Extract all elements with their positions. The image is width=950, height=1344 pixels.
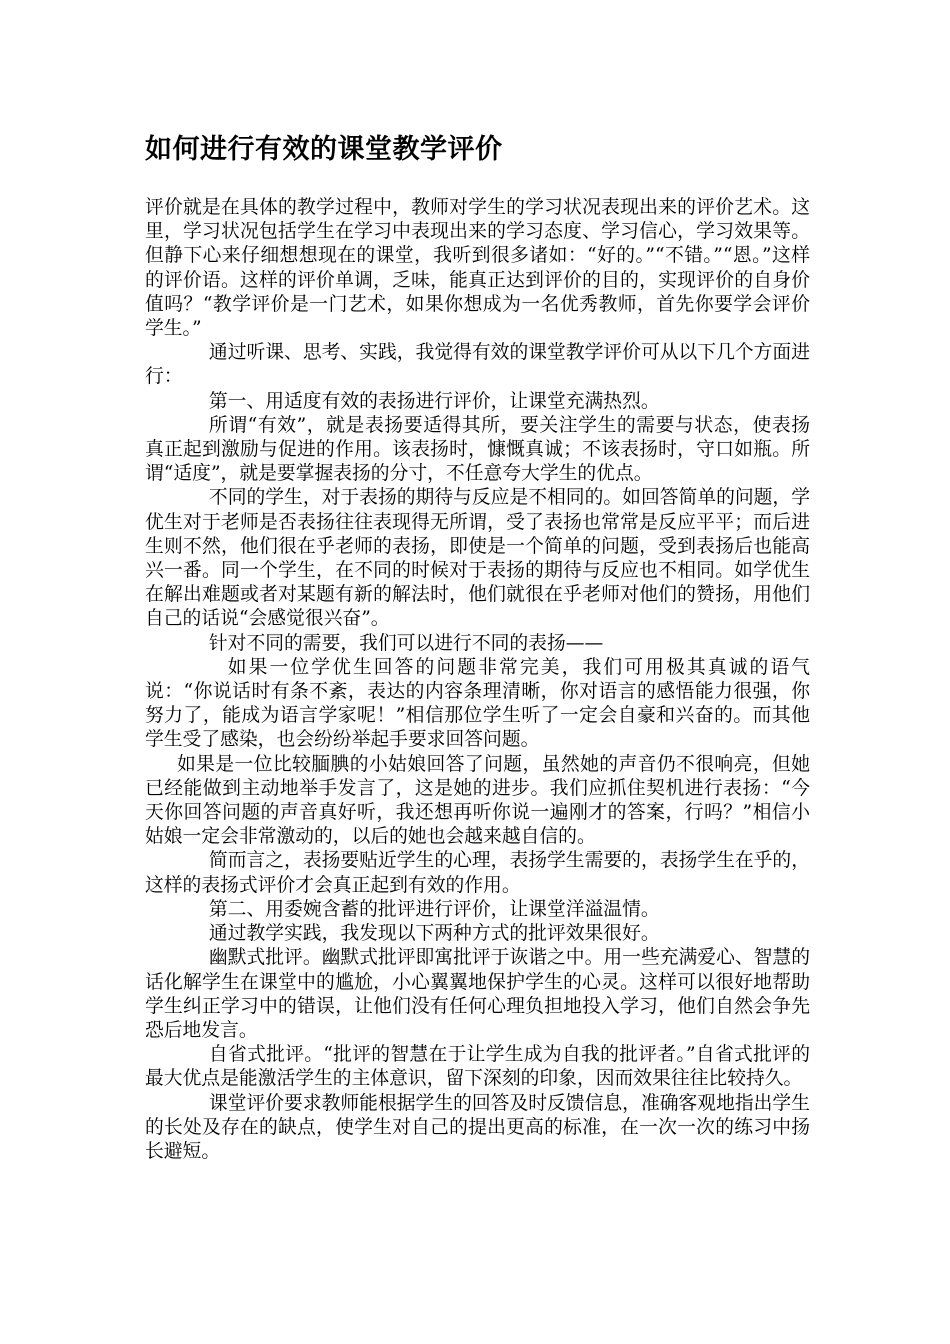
paragraph-conclusion: 课堂评价要求教师能根据学生的回答及时反馈信息，准确客观地指出学生的长处及存在的缺点，使学生对自己的提出更高的标准，在一次一次的练习中扬长避短。	[145, 1092, 810, 1162]
document-title: 如何进行有效的课堂教学评价	[145, 134, 503, 165]
paragraph-praise-summary: 简而言之，表扬要贴近学生的心理，表扬学生需要的，表扬学生在乎的，这样的表扬式评价才会真正起到有效的作用。	[145, 850, 810, 896]
paragraph-humorous-criticism: 幽默式批评。幽默式批评即寓批评于诙谐之中。用一些充满爱心、智慧的话化解学生在课堂中的尴尬，小心翼翼地保护学生的心灵。这样可以很好地帮助学生纠正学习中的错误，让他们没有任何心理负担地投入学习，他们自然会争先恐后地发言。	[145, 947, 810, 1041]
paragraph-overview: 通过听课、思考、实践，我觉得有效的课堂教学评价可从以下几个方面进行：	[145, 342, 810, 388]
paragraph-intro: 评价就是在具体的教学过程中，教师对学生的学习状况表现出来的评价艺术。这里，学习状况包括学生在学习中表现出来的学习态度、学习信心，学习效果等。但静下心来仔细想想现在的课堂，我听到很多诸如：“好的。”“不错。”“恩。”这样的评价语。这样的评价单调，乏味，能真正达到评价的目的，实现评价的自身价值吗？“教学评价是一门艺术，如果你想成为一名优秀教师，首先你要学会评价学生。”	[145, 197, 810, 340]
paragraph-top-student-example: 如果一位学优生回答的问题非常完美，我们可用极其真诚的语气说：“你说话时有条不紊，表达的内容条理清晰，你对语言的感悟能力很强，你努力了，能成为语言学家呢！”相信那位学生听了一定会自豪和兴奋的。而其他学生受了感染，也会纷纷举起手要求回答问题。	[145, 656, 810, 751]
paragraph-different-students: 不同的学生，对于表扬的期待与反应是不相同的。如回答简单的问题，学优生对于老师是否表扬往往表现得无所谓，受了表扬也常常是反应平平；而后进生则不然，他们很在乎老师的表扬，即使是一个简单的问题，受到表扬后也能高兴一番。同一个学生，在不同的时候对于表扬的期待与反应也不相同。如学优生在解出难题或者对某题有新的解法时，他们就很在乎老师对他们的赞扬，用他们自己的话说“会感觉很兴奋”。	[145, 487, 810, 630]
paragraph-effective-praise: 所谓“有效”，就是表扬要适得其所，要关注学生的需要与状态，使表扬真正起到激励与促进的作用。该表扬时，慷慨真诚；不该表扬时，守口如瓶。所谓“适度”，就是要掌握表扬的分寸，不任意夸大学生的优点。	[145, 414, 810, 485]
paragraph-self-reflective-criticism: 自省式批评。“批评的智慧在于让学生成为自我的批评者。”自省式批评的最大优点是能激活学生的主体意识，留下深刻的印象，因而效果往往比较持久。	[145, 1044, 810, 1090]
section-heading-praise: 第一、用适度有效的表扬进行评价，让课堂充满热烈。	[208, 390, 660, 412]
paragraph-criticism-methods: 通过教学实践，我发现以下两种方式的批评效果很好。	[208, 923, 660, 945]
section-heading-criticism: 第二、用委婉含蓄的批评进行评价，让课堂洋溢温情。	[208, 898, 660, 920]
document-page	[145, 132, 810, 1164]
paragraph-shy-girl-example: 如果是一位比较腼腆的小姑娘回答了问题，虽然她的声音仍不很响亮，但她已经能做到主动地举手发言了，这是她的进步。我们应抓住契机进行表扬：“今天你回答问题的声音真好听，我还想再听你说一遍刚才的答案，行吗？”相信小姑娘一定会非常激动的，以后的她也会越来越自信的。	[145, 753, 810, 848]
paragraph-different-praise: 针对不同的需要，我们可以进行不同的表扬——	[208, 632, 604, 654]
